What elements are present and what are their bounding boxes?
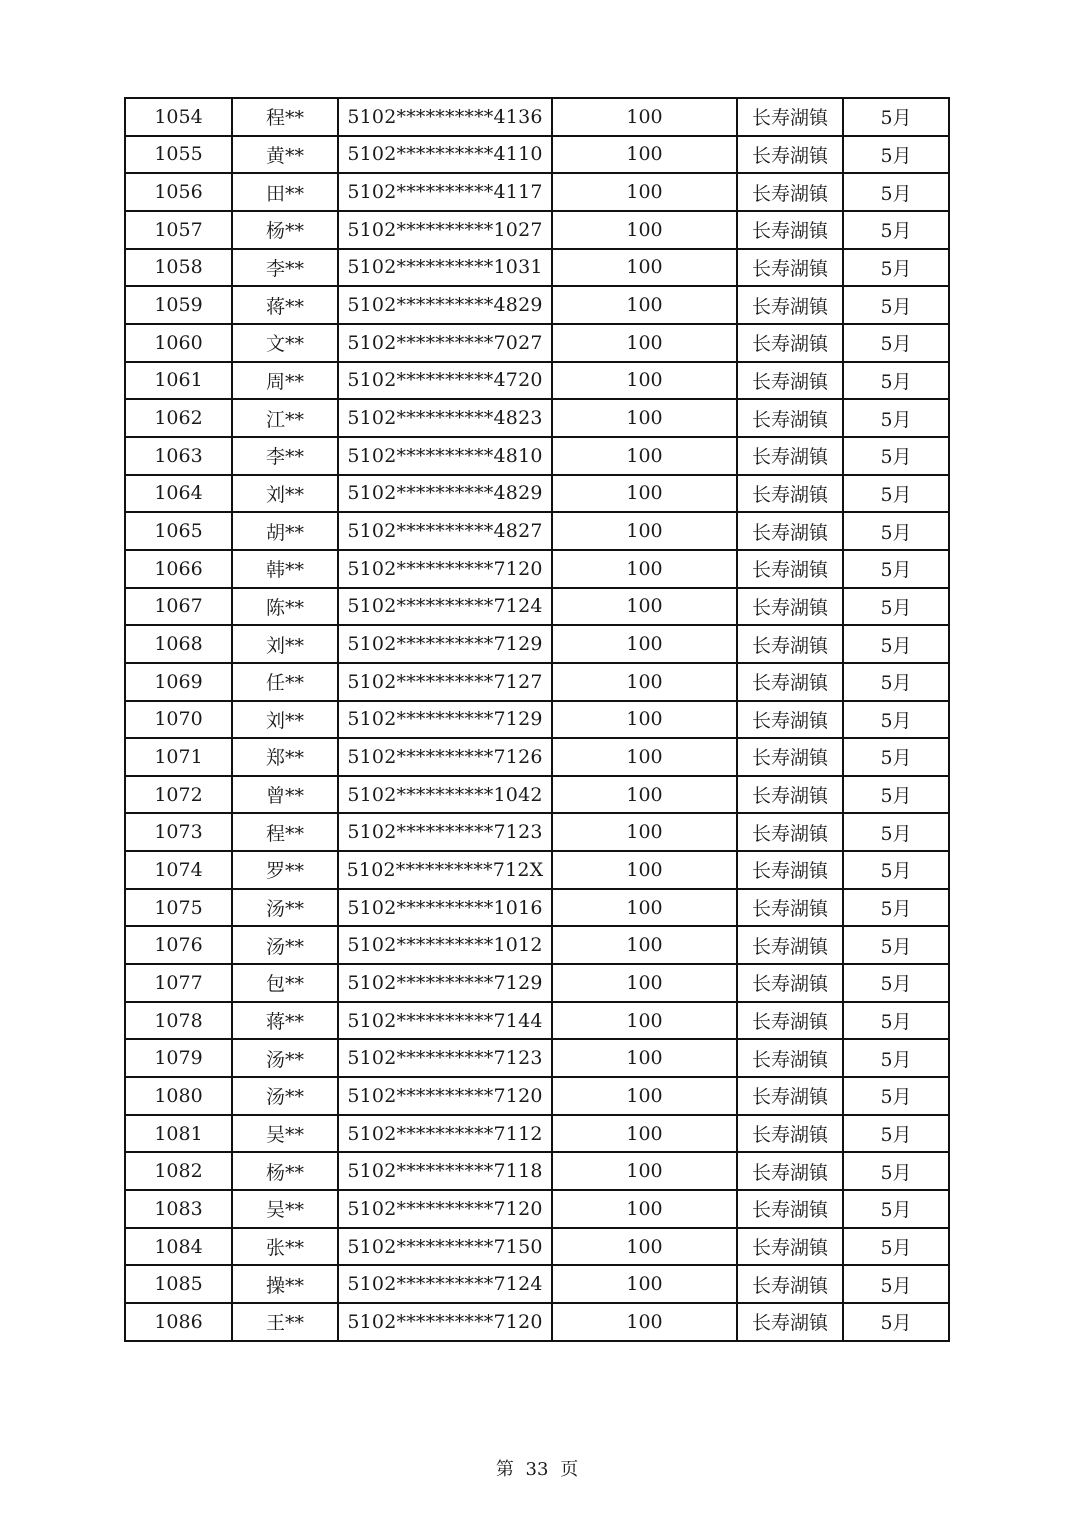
cell-town: 长寿湖镇 [737, 399, 843, 437]
table-row [125, 1152, 949, 1190]
cell-month: 5月 [843, 625, 949, 663]
table-row [125, 512, 949, 550]
cell-town: 长寿湖镇 [737, 550, 843, 588]
cell-id-number: 5102**********7027 [338, 324, 552, 362]
cell-amount: 100 [552, 1115, 737, 1153]
cell-id-number: 5102**********7120 [338, 1303, 552, 1341]
cell-name: 文** [232, 324, 338, 362]
cell-name: 任** [232, 663, 338, 701]
cell-name: 汤** [232, 926, 338, 964]
cell-month: 5月 [843, 1303, 949, 1341]
cell-month: 5月 [843, 211, 949, 249]
cell-name: 陈** [232, 588, 338, 626]
cell-id-number: 5102**********7124 [338, 1265, 552, 1303]
cell-amount: 100 [552, 512, 737, 550]
cell-name: 汤** [232, 1077, 338, 1115]
table-row [125, 1190, 949, 1228]
cell-month: 5月 [843, 851, 949, 889]
cell-id-number: 5102**********7150 [338, 1228, 552, 1266]
cell-amount: 100 [552, 286, 737, 324]
cell-town: 长寿湖镇 [737, 588, 843, 626]
cell-month: 5月 [843, 588, 949, 626]
cell-seq-no: 1062 [125, 399, 232, 437]
cell-seq-no: 1082 [125, 1152, 232, 1190]
cell-name: 蒋** [232, 1002, 338, 1040]
cell-month: 5月 [843, 889, 949, 927]
cell-town: 长寿湖镇 [737, 475, 843, 513]
table-row [125, 550, 949, 588]
cell-id-number: 5102**********4829 [338, 475, 552, 513]
cell-month: 5月 [843, 286, 949, 324]
cell-name: 吴** [232, 1190, 338, 1228]
cell-id-number: 5102**********4810 [338, 437, 552, 475]
cell-seq-no: 1070 [125, 701, 232, 739]
cell-seq-no: 1086 [125, 1303, 232, 1341]
cell-id-number: 5102**********1042 [338, 776, 552, 814]
cell-town: 长寿湖镇 [737, 173, 843, 211]
cell-seq-no: 1056 [125, 173, 232, 211]
cell-seq-no: 1078 [125, 1002, 232, 1040]
table-row [125, 362, 949, 400]
cell-month: 5月 [843, 1039, 949, 1077]
cell-town: 长寿湖镇 [737, 512, 843, 550]
cell-amount: 100 [552, 211, 737, 249]
cell-name: 黄** [232, 136, 338, 174]
cell-name: 胡** [232, 512, 338, 550]
cell-town: 长寿湖镇 [737, 738, 843, 776]
table-row [125, 701, 949, 739]
cell-month: 5月 [843, 512, 949, 550]
cell-id-number: 5102**********7126 [338, 738, 552, 776]
cell-month: 5月 [843, 437, 949, 475]
cell-month: 5月 [843, 475, 949, 513]
cell-seq-no: 1079 [125, 1039, 232, 1077]
cell-amount: 100 [552, 98, 737, 136]
table-row [125, 249, 949, 287]
page-label-suffix: 页 [560, 1459, 579, 1480]
cell-seq-no: 1061 [125, 362, 232, 400]
cell-id-number: 5102**********1012 [338, 926, 552, 964]
cell-amount: 100 [552, 738, 737, 776]
cell-name: 张** [232, 1228, 338, 1266]
cell-seq-no: 1076 [125, 926, 232, 964]
cell-amount: 100 [552, 889, 737, 927]
cell-name: 韩** [232, 550, 338, 588]
cell-month: 5月 [843, 1115, 949, 1153]
cell-id-number: 5102**********4829 [338, 286, 552, 324]
table-row [125, 889, 949, 927]
cell-town: 长寿湖镇 [737, 211, 843, 249]
cell-id-number: 5102**********712X [338, 851, 552, 889]
cell-name: 程** [232, 813, 338, 851]
cell-town: 长寿湖镇 [737, 1002, 843, 1040]
cell-id-number: 5102**********4117 [338, 173, 552, 211]
cell-town: 长寿湖镇 [737, 1115, 843, 1153]
cell-month: 5月 [843, 324, 949, 362]
cell-amount: 100 [552, 136, 737, 174]
cell-month: 5月 [843, 813, 949, 851]
cell-id-number: 5102**********4720 [338, 362, 552, 400]
cell-town: 长寿湖镇 [737, 964, 843, 1002]
cell-amount: 100 [552, 851, 737, 889]
table-row [125, 437, 949, 475]
cell-name: 曾** [232, 776, 338, 814]
table-row [125, 173, 949, 211]
cell-town: 长寿湖镇 [737, 851, 843, 889]
cell-seq-no: 1068 [125, 625, 232, 663]
table-row [125, 98, 949, 136]
cell-town: 长寿湖镇 [737, 1039, 843, 1077]
cell-seq-no: 1081 [125, 1115, 232, 1153]
table-body [125, 98, 949, 1341]
cell-town: 长寿湖镇 [737, 324, 843, 362]
cell-amount: 100 [552, 437, 737, 475]
cell-month: 5月 [843, 136, 949, 174]
cell-town: 长寿湖镇 [737, 362, 843, 400]
cell-town: 长寿湖镇 [737, 926, 843, 964]
table-row [125, 324, 949, 362]
cell-id-number: 5102**********7129 [338, 625, 552, 663]
cell-town: 长寿湖镇 [737, 1152, 843, 1190]
table-row [125, 286, 949, 324]
cell-amount: 100 [552, 249, 737, 287]
cell-amount: 100 [552, 1039, 737, 1077]
cell-seq-no: 1058 [125, 249, 232, 287]
cell-seq-no: 1085 [125, 1265, 232, 1303]
cell-seq-no: 1080 [125, 1077, 232, 1115]
cell-name: 李** [232, 437, 338, 475]
cell-town: 长寿湖镇 [737, 776, 843, 814]
records-table [124, 97, 950, 1342]
cell-seq-no: 1067 [125, 588, 232, 626]
cell-amount: 100 [552, 813, 737, 851]
cell-amount: 100 [552, 776, 737, 814]
cell-amount: 100 [552, 701, 737, 739]
cell-amount: 100 [552, 625, 737, 663]
cell-id-number: 5102**********7120 [338, 1190, 552, 1228]
cell-town: 长寿湖镇 [737, 249, 843, 287]
cell-id-number: 5102**********7129 [338, 964, 552, 1002]
cell-amount: 100 [552, 173, 737, 211]
cell-seq-no: 1069 [125, 663, 232, 701]
cell-seq-no: 1072 [125, 776, 232, 814]
cell-id-number: 5102**********4110 [338, 136, 552, 174]
cell-amount: 100 [552, 1077, 737, 1115]
cell-id-number: 5102**********7123 [338, 813, 552, 851]
table-row [125, 1002, 949, 1040]
cell-seq-no: 1075 [125, 889, 232, 927]
table-row [125, 776, 949, 814]
cell-seq-no: 1074 [125, 851, 232, 889]
cell-seq-no: 1071 [125, 738, 232, 776]
cell-month: 5月 [843, 550, 949, 588]
cell-id-number: 5102**********7144 [338, 1002, 552, 1040]
cell-amount: 100 [552, 964, 737, 1002]
cell-month: 5月 [843, 1190, 949, 1228]
page-footer [0, 1455, 1074, 1481]
cell-town: 长寿湖镇 [737, 437, 843, 475]
cell-name: 刘** [232, 625, 338, 663]
cell-month: 5月 [843, 701, 949, 739]
cell-id-number: 5102**********7129 [338, 701, 552, 739]
cell-town: 长寿湖镇 [737, 625, 843, 663]
table-row [125, 1228, 949, 1266]
cell-seq-no: 1063 [125, 437, 232, 475]
cell-id-number: 5102**********1016 [338, 889, 552, 927]
cell-id-number: 5102**********4827 [338, 512, 552, 550]
cell-seq-no: 1059 [125, 286, 232, 324]
cell-name: 杨** [232, 1152, 338, 1190]
cell-seq-no: 1066 [125, 550, 232, 588]
table-row [125, 1265, 949, 1303]
cell-id-number: 5102**********7120 [338, 550, 552, 588]
cell-seq-no: 1077 [125, 964, 232, 1002]
cell-seq-no: 1060 [125, 324, 232, 362]
table-row [125, 1303, 949, 1341]
cell-id-number: 5102**********4823 [338, 399, 552, 437]
cell-name: 汤** [232, 1039, 338, 1077]
cell-seq-no: 1084 [125, 1228, 232, 1266]
cell-month: 5月 [843, 776, 949, 814]
table-row [125, 1077, 949, 1115]
cell-amount: 100 [552, 1265, 737, 1303]
cell-amount: 100 [552, 1190, 737, 1228]
table-row [125, 813, 949, 851]
cell-month: 5月 [843, 663, 949, 701]
table-row [125, 399, 949, 437]
cell-amount: 100 [552, 926, 737, 964]
cell-amount: 100 [552, 475, 737, 513]
cell-seq-no: 1055 [125, 136, 232, 174]
cell-town: 长寿湖镇 [737, 1265, 843, 1303]
cell-id-number: 5102**********7124 [338, 588, 552, 626]
table-row [125, 663, 949, 701]
cell-name: 王** [232, 1303, 338, 1341]
cell-name: 李** [232, 249, 338, 287]
cell-town: 长寿湖镇 [737, 889, 843, 927]
cell-name: 刘** [232, 701, 338, 739]
cell-seq-no: 1065 [125, 512, 232, 550]
cell-amount: 100 [552, 399, 737, 437]
cell-month: 5月 [843, 362, 949, 400]
table-row [125, 851, 949, 889]
cell-id-number: 5102**********7123 [338, 1039, 552, 1077]
cell-month: 5月 [843, 964, 949, 1002]
cell-month: 5月 [843, 1002, 949, 1040]
table-row [125, 1115, 949, 1153]
cell-seq-no: 1057 [125, 211, 232, 249]
cell-month: 5月 [843, 249, 949, 287]
cell-id-number: 5102**********7112 [338, 1115, 552, 1153]
cell-month: 5月 [843, 98, 949, 136]
cell-name: 罗** [232, 851, 338, 889]
cell-id-number: 5102**********1027 [338, 211, 552, 249]
cell-name: 杨** [232, 211, 338, 249]
cell-id-number: 5102**********1031 [338, 249, 552, 287]
cell-month: 5月 [843, 1265, 949, 1303]
cell-name: 包** [232, 964, 338, 1002]
cell-month: 5月 [843, 1077, 949, 1115]
table-row [125, 926, 949, 964]
cell-name: 郑** [232, 738, 338, 776]
cell-month: 5月 [843, 738, 949, 776]
cell-amount: 100 [552, 1002, 737, 1040]
cell-name: 吴** [232, 1115, 338, 1153]
cell-town: 长寿湖镇 [737, 136, 843, 174]
cell-amount: 100 [552, 663, 737, 701]
cell-name: 操** [232, 1265, 338, 1303]
cell-seq-no: 1064 [125, 475, 232, 513]
cell-amount: 100 [552, 1228, 737, 1266]
cell-id-number: 5102**********7118 [338, 1152, 552, 1190]
cell-month: 5月 [843, 1152, 949, 1190]
table-row [125, 964, 949, 1002]
cell-town: 长寿湖镇 [737, 813, 843, 851]
cell-town: 长寿湖镇 [737, 663, 843, 701]
cell-town: 长寿湖镇 [737, 1303, 843, 1341]
cell-seq-no: 1083 [125, 1190, 232, 1228]
cell-id-number: 5102**********7120 [338, 1077, 552, 1115]
cell-amount: 100 [552, 550, 737, 588]
cell-amount: 100 [552, 1152, 737, 1190]
table-row [125, 1039, 949, 1077]
cell-town: 长寿湖镇 [737, 1228, 843, 1266]
cell-amount: 100 [552, 324, 737, 362]
cell-town: 长寿湖镇 [737, 701, 843, 739]
cell-name: 程** [232, 98, 338, 136]
cell-id-number: 5102**********4136 [338, 98, 552, 136]
table-row [125, 211, 949, 249]
cell-name: 江** [232, 399, 338, 437]
cell-town: 长寿湖镇 [737, 1077, 843, 1115]
cell-name: 周** [232, 362, 338, 400]
table-row [125, 588, 949, 626]
cell-month: 5月 [843, 399, 949, 437]
cell-name: 田** [232, 173, 338, 211]
cell-name: 蒋** [232, 286, 338, 324]
table-row [125, 625, 949, 663]
page-label-prefix: 第 [495, 1459, 514, 1480]
cell-name: 刘** [232, 475, 338, 513]
table-row [125, 738, 949, 776]
table-row [125, 475, 949, 513]
cell-month: 5月 [843, 173, 949, 211]
cell-seq-no: 1054 [125, 98, 232, 136]
page-number: 33 [525, 1459, 549, 1480]
cell-town: 长寿湖镇 [737, 286, 843, 324]
cell-id-number: 5102**********7127 [338, 663, 552, 701]
cell-town: 长寿湖镇 [737, 98, 843, 136]
cell-amount: 100 [552, 588, 737, 626]
cell-seq-no: 1073 [125, 813, 232, 851]
cell-month: 5月 [843, 926, 949, 964]
cell-month: 5月 [843, 1228, 949, 1266]
cell-amount: 100 [552, 1303, 737, 1341]
table-row [125, 136, 949, 174]
cell-name: 汤** [232, 889, 338, 927]
cell-town: 长寿湖镇 [737, 1190, 843, 1228]
cell-amount: 100 [552, 362, 737, 400]
